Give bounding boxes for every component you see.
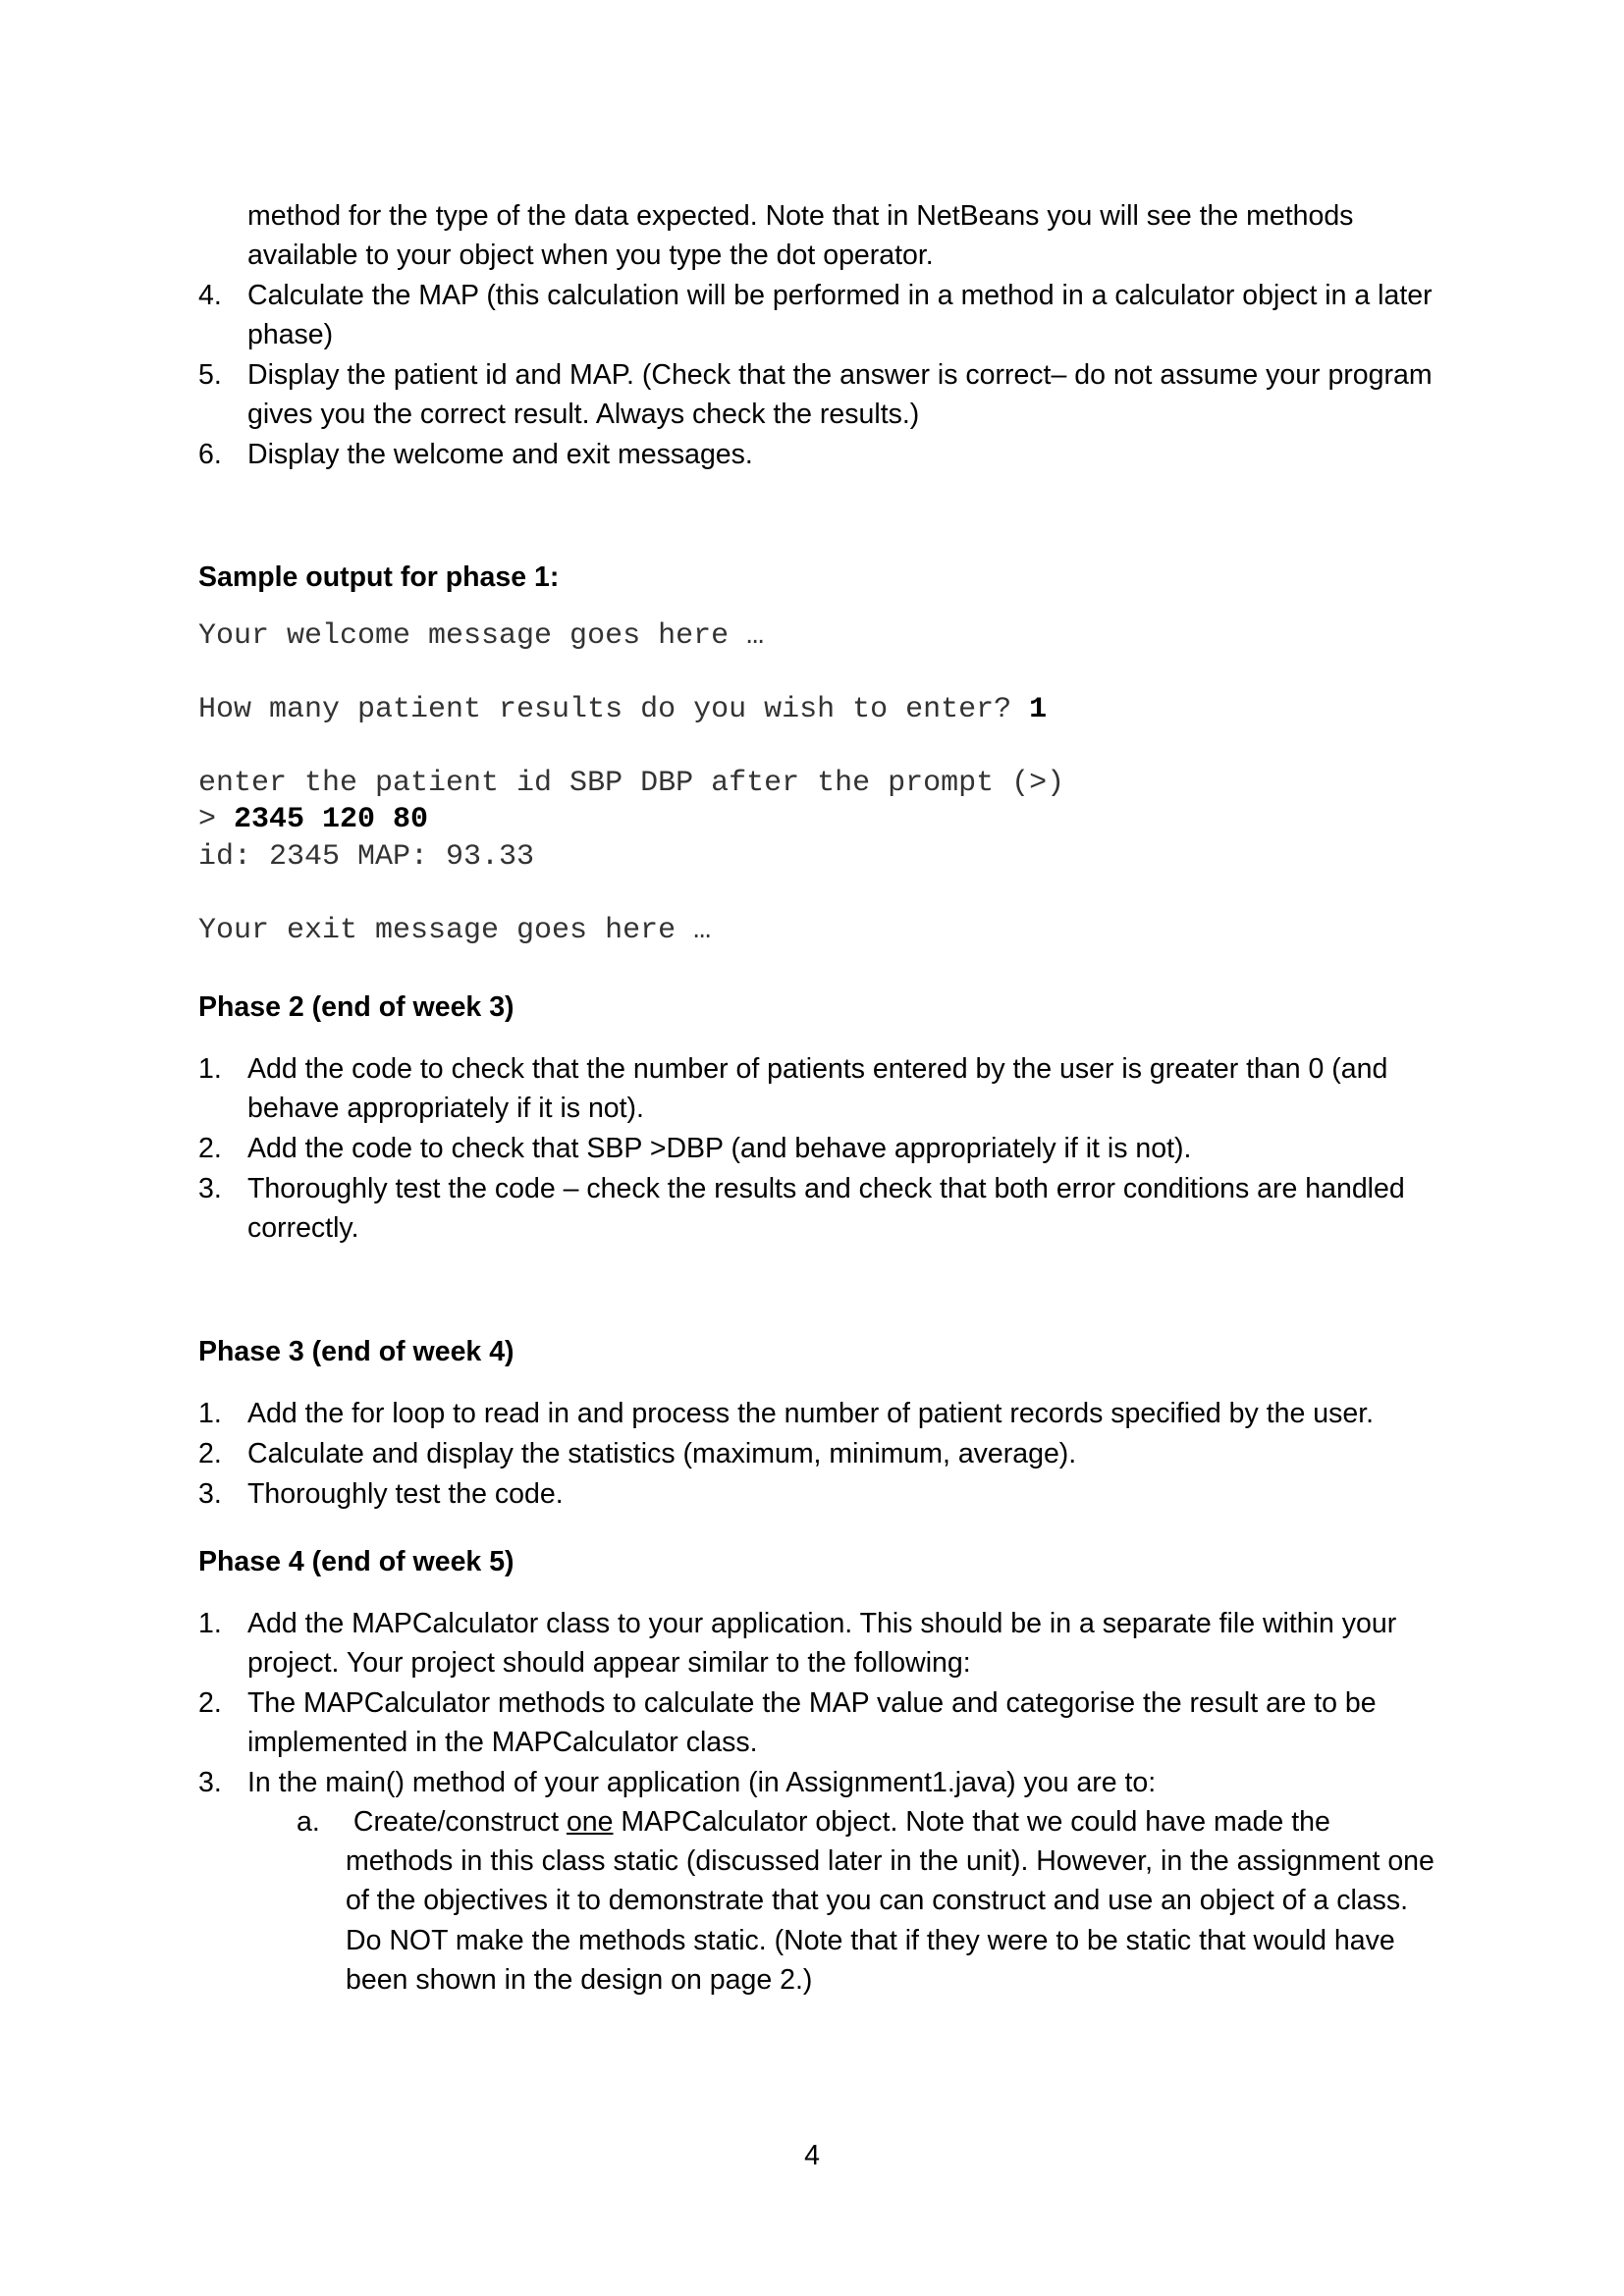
list-item-text: behave appropriately if it is not). xyxy=(247,1093,644,1124)
code-count-prompt: How many patient results do you wish to enter? xyxy=(198,693,1030,726)
list-item-text: Add the code to check that SBP >DBP (and behave appropriately if it is not). xyxy=(247,1133,1192,1164)
list-item-text: correctly. xyxy=(247,1212,359,1244)
list-item-text: Display the welcome and exit messages. xyxy=(247,439,753,470)
section-heading: Sample output for phase 1: xyxy=(198,561,560,593)
continuation-line: available to your object when you type the dot operator. xyxy=(247,240,934,271)
list-item-text: phase) xyxy=(247,319,334,350)
list-item-number: 2. xyxy=(198,1438,222,1469)
list-item-number: 3. xyxy=(198,1478,222,1510)
list-item-text: Add the MAPCalculator class to your application. This should be in a separate file within your xyxy=(247,1608,1397,1639)
sub-item-underlined-word: one xyxy=(566,1806,614,1838)
list-item-number: 2. xyxy=(198,1133,222,1164)
list-item-number: 4. xyxy=(198,280,222,311)
list-item-number: 2. xyxy=(198,1687,222,1719)
code-count-line xyxy=(198,692,1047,728)
sub-item-text xyxy=(346,1802,1330,1842)
code-patient-input: 2345 120 80 xyxy=(234,803,429,836)
list-item-text: Calculate the MAP (this calculation will be performed in a method in a calculator object in a later xyxy=(247,280,1433,311)
code-result-line: id: 2345 MAP: 93.33 xyxy=(198,840,535,874)
code-count-input: 1 xyxy=(1029,693,1048,726)
continuation-line: method for the type of the data expected. Note that in NetBeans you will see the methods xyxy=(247,200,1354,232)
list-item-text: The MAPCalculator methods to calculate the MAP value and categorise the result are to be xyxy=(247,1687,1377,1719)
list-item-text: implemented in the MAPCalculator class. xyxy=(247,1727,758,1758)
section-heading: Phase 4 (end of week 5) xyxy=(198,1546,514,1577)
list-item-number: 1. xyxy=(198,1608,222,1639)
list-item-text: Display the patient id and MAP. (Check that the answer is correct– do not assume your program xyxy=(247,359,1433,391)
sub-item-text: Do NOT make the methods static. (Note that if they were to be static that would have xyxy=(346,1925,1395,1956)
sub-item-text: been shown in the design on page 2.) xyxy=(346,1964,813,1996)
code-exit-line: Your exit message goes here … xyxy=(198,914,712,947)
code-enter-prompt-line: enter the patient id SBP DBP after the prompt (>) xyxy=(198,767,1065,800)
list-item-number: 3. xyxy=(198,1173,222,1204)
list-item-text: Calculate and display the statistics (maximum, minimum, average). xyxy=(247,1438,1077,1469)
sub-item-text-post: MAPCalculator object. Note that we could have made the xyxy=(613,1806,1330,1838)
code-welcome-line: Your welcome message goes here … xyxy=(198,619,765,653)
list-item-number: 5. xyxy=(198,359,222,391)
sub-item-text: methods in this class static (discussed later in the unit). However, in the assignment one xyxy=(346,1845,1435,1877)
list-item-number: 3. xyxy=(198,1767,222,1798)
list-item-text: Add the code to check that the number of patients entered by the user is greater than 0 (and xyxy=(247,1053,1388,1085)
code-input-line xyxy=(198,802,428,838)
code-prompt-symbol: > xyxy=(198,803,235,836)
list-item-number: 1. xyxy=(198,1398,222,1429)
page-number: 4 xyxy=(804,2140,820,2171)
list-item-text: Thoroughly test the code – check the results and check that both error conditions are handled xyxy=(247,1173,1405,1204)
list-item-text: Add the for loop to read in and process the number of patient records specified by the user. xyxy=(247,1398,1375,1429)
list-item-text: gives you the correct result. Always check the results.) xyxy=(247,399,920,430)
list-item-text: project. Your project should appear similar to the following: xyxy=(247,1647,971,1679)
section-heading: Phase 2 (end of week 3) xyxy=(198,991,514,1023)
list-item-number: 1. xyxy=(198,1053,222,1085)
list-item-text: In the main() method of your application (in Assignment1.java) you are to: xyxy=(247,1767,1157,1798)
sub-item-text-pre: Create/construct xyxy=(346,1806,567,1838)
list-item-number: 6. xyxy=(198,439,222,470)
list-item-text: Thoroughly test the code. xyxy=(247,1478,564,1510)
sub-item-letter: a. xyxy=(297,1806,320,1838)
sub-item-text: of the objectives it to demonstrate that you can construct and use an object of a class. xyxy=(346,1885,1409,1916)
section-heading: Phase 3 (end of week 4) xyxy=(198,1336,514,1367)
